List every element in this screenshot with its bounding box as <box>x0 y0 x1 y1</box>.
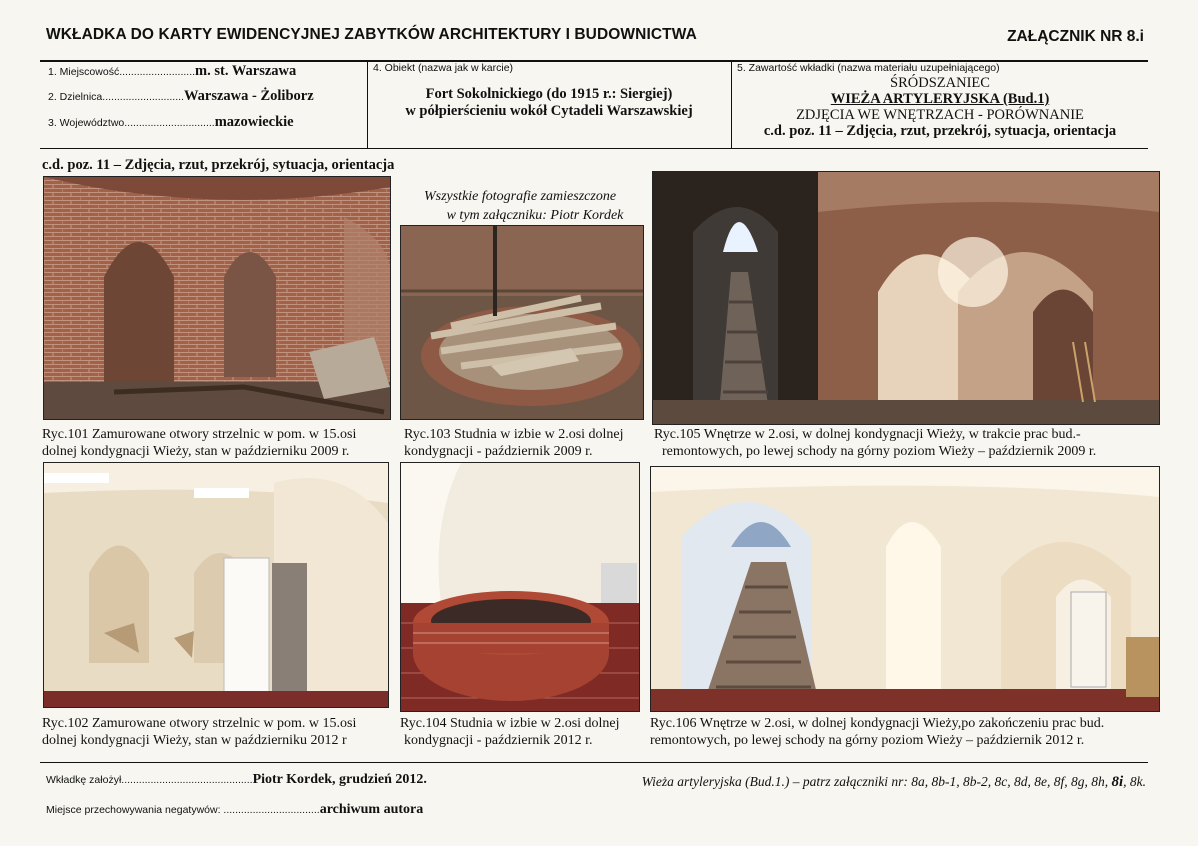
caption-ryc102: Ryc.102 Zamurowane otwory strzelnic w pom. w 15.osi dolnej kondygnacji Wieży, stan w październiku 2012 r <box>42 716 357 748</box>
photo-ryc105 <box>652 171 1160 425</box>
voivodeship-field: 3. Województwo...............................mazowieckie <box>48 114 294 130</box>
district-field: 2. Dzielnica............................Warszawa - Żoliborz <box>48 88 314 104</box>
object-label: 4. Obiekt (nazwa jak w karcie) <box>373 62 514 74</box>
photo-credit-note: Wszystkie fotografie zamieszczone w tym załączniku: Piotr Kordek <box>423 189 624 223</box>
photo-ryc104 <box>400 462 640 712</box>
photo-ryc102 <box>43 462 389 708</box>
see-also-annexes: Wieża artyleryjska (Bud.1.) – patrz załączniki nr: 8a, 8b-1, 8b-2, 8c, 8d, 8e, 8f, 8g, 8h, 8i, 8k. <box>641 774 1146 790</box>
caption-ryc103: Ryc.103 Studnia w izbie w 2.osi dolnej kondygnacji - październik 2009 r. <box>404 427 624 459</box>
photo-ryc106 <box>650 466 1160 712</box>
caption-ryc101: Ryc.101 Zamurowane otwory strzelnic w pom. w 15.osi dolnej kondygnacji Wieży, stan w październiku 2009 r. <box>42 427 357 459</box>
object-name: Fort Sokolnickiego (do 1915 r.: Siergiej) w półpierścieniu wokół Cytadeli Warszawskiej <box>405 86 693 119</box>
caption-ryc105: Ryc.105 Wnętrze w 2.osi, w dolnej kondygnacji Wieży, w trakcie prac bud.- remontowych, po lewej schody na górny poziom Wieży – październik 2009 r. <box>654 427 1097 459</box>
caption-ryc104: Ryc.104 Studnia w izbie w 2.osi dolnej kondygnacji - październik 2012 r. <box>400 716 620 748</box>
annex-number: ZAŁĄCZNIK NR 8.i <box>1007 28 1144 45</box>
place-field: 1. Miejscowość..........................m. st. Warszawa <box>48 63 297 79</box>
author-field: Wkładkę założył.............................................Piotr Kordek, grudzień 2012. <box>46 772 427 787</box>
footer-rule <box>40 762 1148 763</box>
photo-ryc101 <box>43 176 391 420</box>
section-heading: c.d. poz. 11 – Zdjęcia, rzut, przekrój, sytuacja, orientacja <box>42 157 395 173</box>
photo-ryc103 <box>400 225 644 420</box>
storage-field: Miejsce przechowywania negatywów: .................................archiwum autora <box>46 802 424 817</box>
info-bottom-rule <box>40 148 1148 149</box>
contents-label: 5. Zawartość wkładki (nazwa materiału uzupełniającego) <box>737 62 1000 74</box>
document-title: WKŁADKA DO KARTY EWIDENCYJNEJ ZABYTKÓW ARCHITEKTURY I BUDOWNICTWA <box>46 26 697 43</box>
caption-ryc106: Ryc.106 Wnętrze w 2.osi, w dolnej kondygnacji Wieży,po zakończeniu prac bud. remontowych, po lewej schody na górny poziom Wieży – październik 2012 r. <box>650 716 1105 748</box>
contents-description: ŚRÓDSZANIEC WIEŻA ARTYLERYJSKA (Bud.1) ZDJĘCIA WE WNĘTRZACH - PORÓWNANIE c.d. poz. 11 – Zdjęcia, rzut, przekrój, sytuacja, orientacja <box>763 75 1117 139</box>
